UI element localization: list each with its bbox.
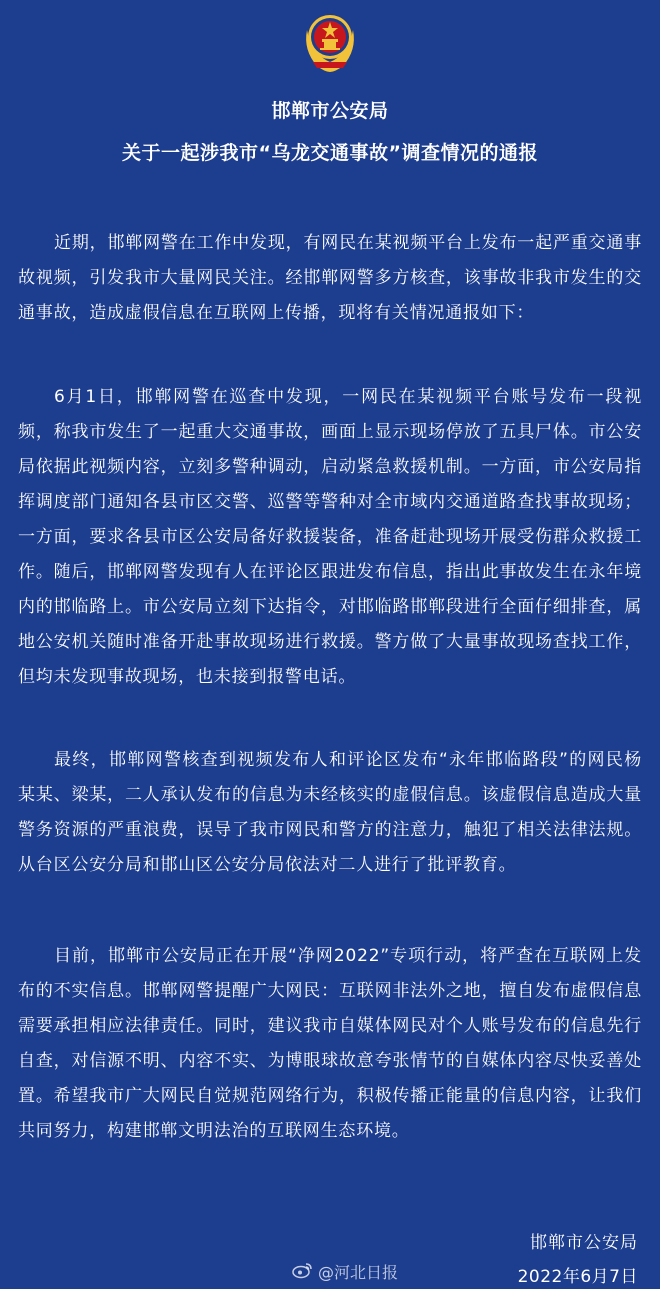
signature-org: 邯郸市公安局 <box>530 1233 638 1253</box>
signature-date: 2022年6月7日 <box>517 1267 638 1287</box>
police-emblem-icon <box>299 10 361 74</box>
paragraph-intro: 近期，邯郸网警在工作中发现，有网民在某视频平台上发布一起严重交通事故视频，引发我市大量网民关注。经邯郸网警多方核查，该事故非我市发生的交通事故，造成虚假信息在互联网上传播，现将有关情况通报如下： <box>18 233 642 323</box>
paragraph-result: 最终，邯郸网警核查到视频发布人和评论区发布“永年邯临路段”的网民杨某某、梁某，二人承认发布的信息为未经核实的虚假信息。该虚假信息造成大量警务资源的严重浪费，误导了我市网民和警方的注意力，触犯了相关法律法规。从台区公安分局和邯山区公安分局依法对二人进行了批评教育。 <box>18 750 642 875</box>
watermark-text: @河北日报 <box>318 1263 399 1282</box>
doc-title: 关于一起涉我市“乌龙交通事故”调查情况的通报 <box>122 142 538 164</box>
watermark <box>292 1260 398 1283</box>
paragraph-notice: 目前，邯郸市公安局正在开展“净网2022”专项行动，将严查在互联网上发布的不实信息。邯郸网警提醒广大网民：互联网非法外之地，擅自发布虚假信息需要承担相应法律责任。同时，建议我市自媒体网民对个人账号发布的信息先行自查，对信源不明、内容不实、为博眼球故意夸张情节的自媒体内容尽快妥善处置。希望我市广大网民自觉规范网络行为，积极传播正能量的信息内容，让我们共同努力，构建邯郸文明法治的互联网生态环境。 <box>18 946 642 1141</box>
weibo-icon <box>292 1261 314 1283</box>
paragraph-details: 6月1日，邯郸网警在巡查中发现，一网民在某视频平台账号发布一段视频，称我市发生了一起重大交通事故，画面上显示现场停放了五具尸体。市公安局依据此视频内容，立刻多警种调动，启动紧急救援机制。一方面，市公安局指挥调度部门通知各县市区交警、巡警等警种对全市域内交通道路查找事故现场；一方面，要求各县市区公安局备好救援装备，准备赶赴现场开展受伤群众救援工作。随后，邯郸网警发现有人在评论区跟进发布信息，指出此事故发生在永年境内的邯临路上。市公安局立刻下达指令，对邯临路邯郸段进行全面仔细排查，属地公安机关随时准备开赴事故现场进行救援。警方做了大量事故现场查找工作，但均未发现事故现场，也未接到报警电话。 <box>18 387 642 687</box>
org-title: 邯郸市公安局 <box>271 100 389 122</box>
